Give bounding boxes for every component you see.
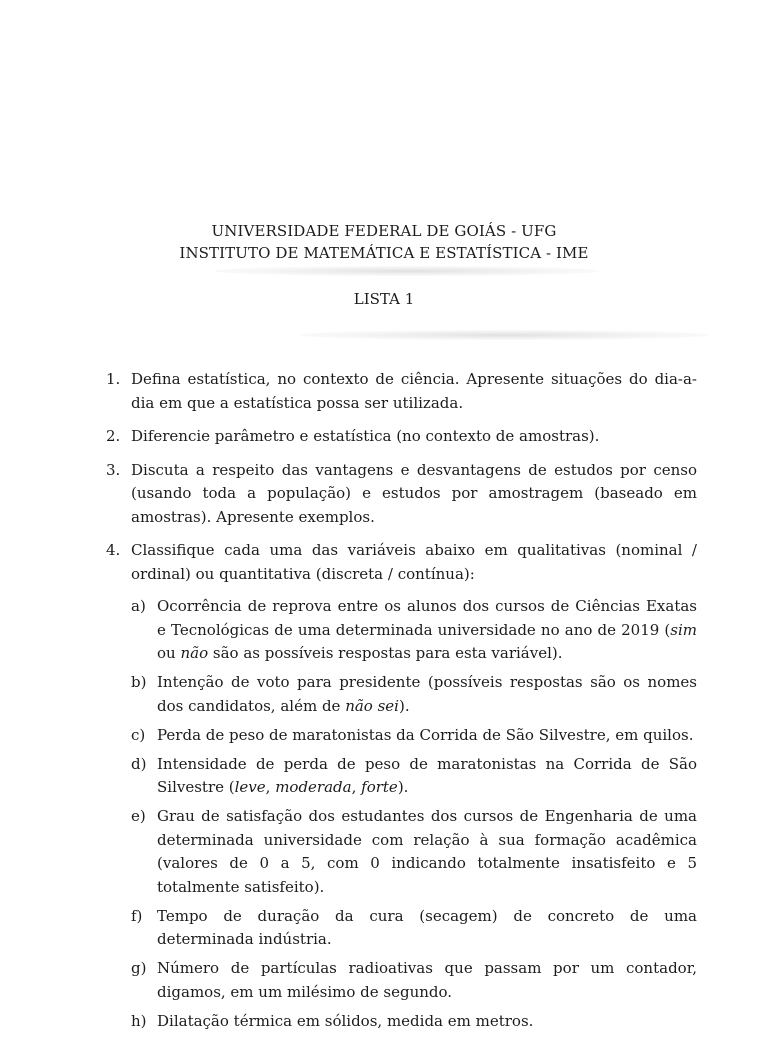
question-number: 1.: [106, 370, 121, 388]
institute-name: INSTITUTO DE MATEMÁTICA E ESTATÍSTICA - IME: [179, 244, 589, 262]
list-title: LISTA 1: [353, 290, 415, 308]
subitem-text: [157, 1012, 533, 1030]
subitem: [131, 595, 697, 666]
text-run: Grau de satisfação dos estudantes dos cursos de Engenharia de uma determinada universidade com relação à sua formação acadêmica (valores de 0 a 5, com 0 indicando totalmente insatisfeito e 5 totalmente satisfeito).: [157, 807, 697, 896]
question-item: [106, 425, 697, 449]
italic-run: leve: [234, 778, 266, 796]
question-item: [106, 539, 697, 1033]
question-text: Diferencie parâmetro e estatística (no contexto de amostras).: [131, 427, 600, 445]
italic-run: moderada: [275, 778, 352, 796]
question-item: [106, 459, 697, 530]
italic-run: não sei: [345, 696, 399, 715]
subitem-letter: d): [131, 754, 147, 773]
subitem-text: [157, 726, 693, 744]
subitem-letter: b): [131, 673, 147, 691]
text-run: ,: [265, 778, 276, 796]
question-text: Classifique cada uma das variáveis abaixo em qualitativas (nominal / ordinal) ou quantitativa (discreta / contínua):: [131, 541, 697, 583]
italic-run: sim: [670, 620, 697, 639]
subitem: [131, 753, 697, 800]
text-run: ).: [398, 696, 410, 715]
redaction-smudge: [300, 330, 710, 340]
text-run: ou: [157, 644, 181, 662]
italic-run: não: [180, 644, 209, 662]
subitem-text: [157, 673, 697, 715]
question-number: 4.: [106, 541, 121, 559]
subitem-letter: g): [131, 959, 147, 977]
subitem: [131, 724, 697, 748]
question-number: 2.: [106, 427, 121, 445]
subitem-letter: a): [131, 597, 146, 615]
redaction-smudge: [215, 266, 600, 276]
text-run: Perda de peso de maratonistas da Corrida de São Silvestre, em quilos.: [157, 725, 694, 744]
text-run: são as possíveis respostas para esta variável).: [208, 644, 563, 662]
subitem-list: [131, 595, 697, 1033]
subitem-letter: h): [131, 1011, 147, 1030]
subitem: [131, 957, 697, 1004]
question-text: Defina estatística, no contexto de ciência. Apresente situações do dia-a-dia em que a estatística possa ser utilizada.: [131, 370, 697, 412]
subitem-letter: f): [131, 906, 143, 925]
subitem: [131, 905, 697, 952]
subitem-text: [157, 597, 697, 662]
subitem-text: [157, 907, 697, 949]
subitem-text: [157, 755, 697, 797]
text-run: Intenção de voto para presidente (possíveis respostas são os nomes dos candidatos, além de: [157, 673, 697, 715]
text-run: ).: [397, 778, 409, 796]
subitem-text: [157, 807, 697, 896]
text-run: Intensidade de perda de peso de maratonistas na Corrida de São Silvestre (: [157, 754, 697, 796]
subitem-text: [157, 959, 697, 1001]
text-run: Dilatação térmica em sólidos, medida em metros.: [157, 1011, 534, 1030]
question-text: Discuta a respeito das vantagens e desvantagens de estudos por censo (usando toda a população) e estudos por amostragem (baseado em amostras). Apresente exemplos.: [131, 460, 697, 526]
text-run: Tempo de duração da cura (secagem) de concreto de uma determinada indústria.: [157, 906, 697, 948]
question-number: 3.: [106, 460, 121, 479]
subitem: [131, 671, 697, 718]
subitem: [131, 805, 697, 899]
text-run: Ocorrência de reprova entre os alunos dos cursos de Ciências Exatas e Tecnológicas de uma determinada universidade no ano de 2019 (: [157, 597, 697, 639]
text-run: ,: [351, 778, 362, 796]
document-header: [0, 220, 768, 264]
question-item: [106, 368, 697, 415]
text-run: Número de partículas radioativas que passam por um contador, digamos, em um milésimo de segundo.: [157, 959, 697, 1001]
question-list: [0, 368, 768, 1043]
italic-run: forte: [361, 778, 398, 796]
subitem-letter: c): [131, 725, 146, 744]
subitem: [131, 1010, 697, 1034]
university-name: UNIVERSIDADE FEDERAL DE GOIÁS - UFG: [211, 222, 557, 240]
subitem-letter: e): [131, 807, 146, 825]
